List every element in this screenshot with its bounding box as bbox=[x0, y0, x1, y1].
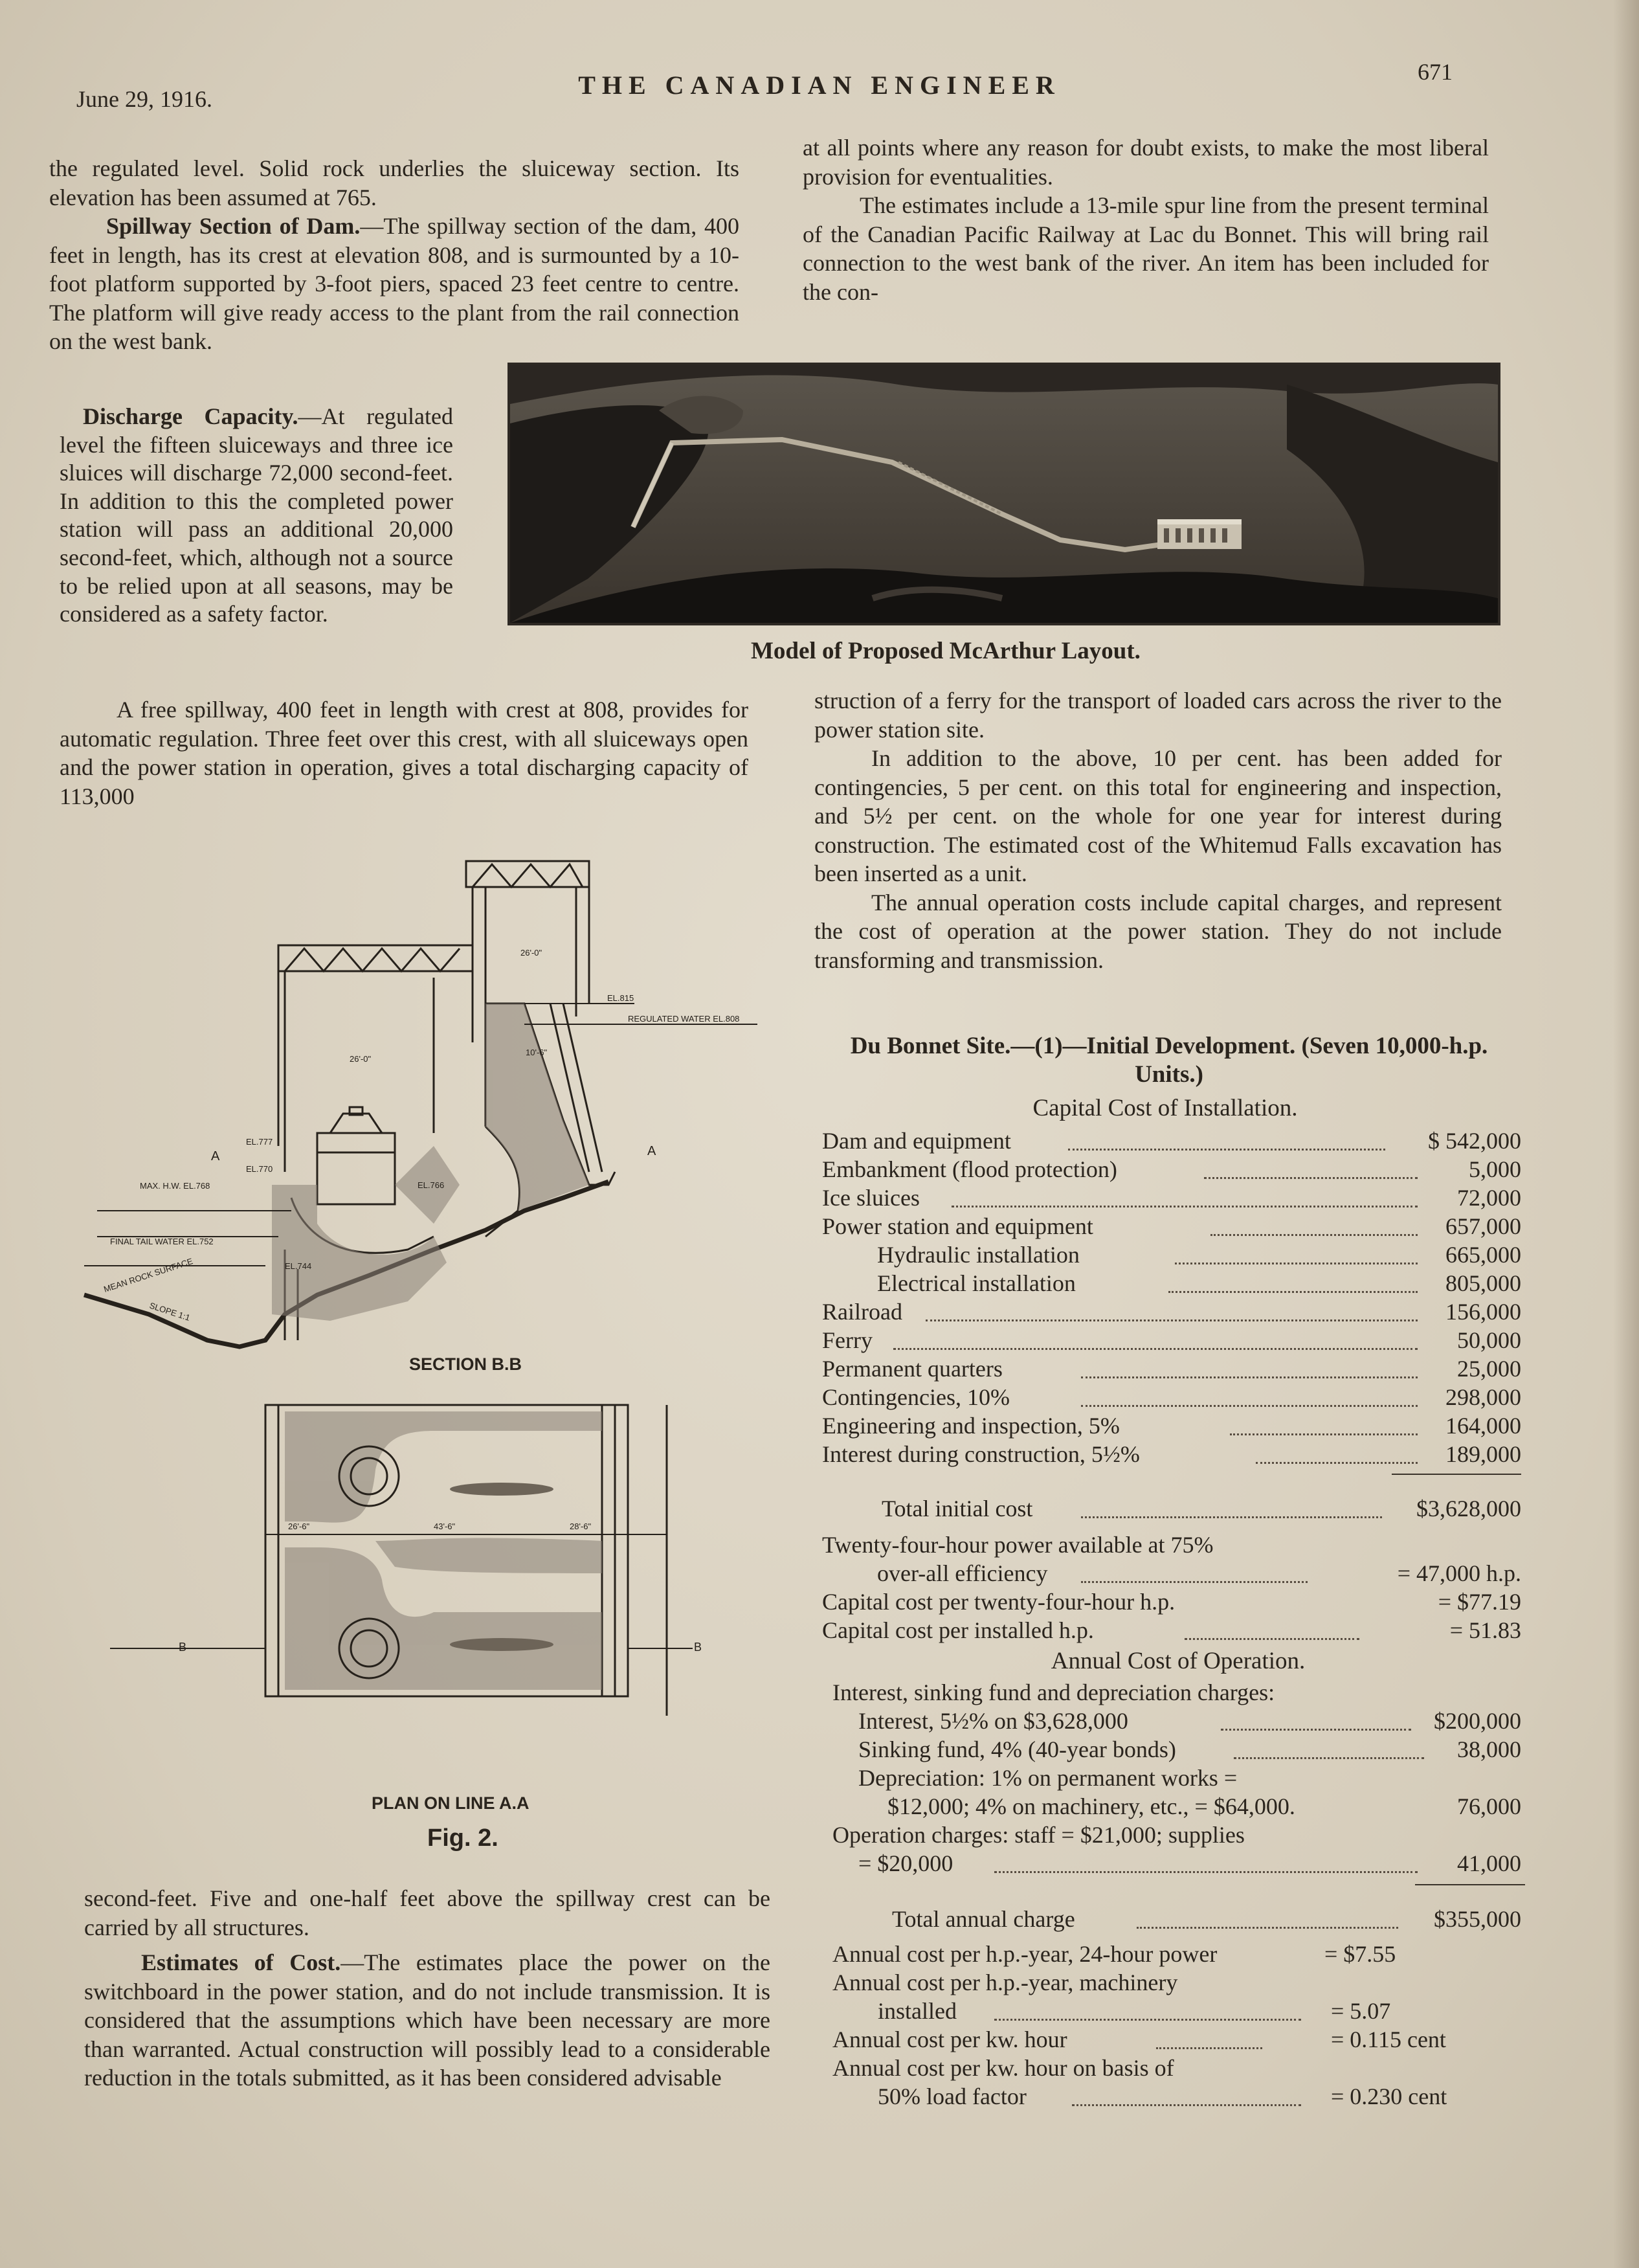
left-column-bottom bbox=[84, 1884, 770, 2093]
discharge-heading: Discharge Capacity. bbox=[83, 403, 298, 429]
capital-cost-subheading: Capital Cost of Installation. bbox=[1032, 1095, 1298, 1121]
total-initial-row bbox=[822, 1494, 1521, 1523]
leader-dots bbox=[1168, 1263, 1418, 1293]
paragraph-provision: at all points where any reason for doubt exists, to make the most liberal provision for eventualities. bbox=[803, 135, 1489, 190]
spillway-text: —The spillway section of the dam, 400 feet in length, has its crest at elevation 808, and is surmounted by a 10-foot platform supported by 3-foot piers, spaced 23 feet centre to centre. The platform will give ready access to the plant from the rail connection on the west bank. bbox=[49, 213, 740, 354]
ac-load-row-2 bbox=[832, 2082, 1521, 2111]
leader-dots bbox=[1210, 1206, 1418, 1236]
paragraph-ferry: struction of a ferry for the transport of loaded cars across the river to the power station site. bbox=[814, 688, 1502, 743]
power-label: Twenty-four-hour power available at 75% bbox=[822, 1532, 1214, 1558]
capinst-row bbox=[822, 1616, 1521, 1645]
cost-label: Engineering and inspection, 5% bbox=[822, 1413, 1120, 1439]
leader-dots bbox=[1234, 1729, 1424, 1759]
leader-dots bbox=[1068, 1120, 1385, 1151]
mark-b-right: B bbox=[694, 1641, 702, 1654]
ac-hp-label: Annual cost per h.p.-year, 24-hour power bbox=[832, 1941, 1218, 1967]
plan-aa-label: PLAN ON LINE A.A bbox=[372, 1793, 530, 1813]
total-initial-amount: $3,628,000 bbox=[1416, 1496, 1521, 1521]
interest-amount: $200,000 bbox=[1434, 1708, 1521, 1734]
operation-label-2: = $20,000 bbox=[858, 1850, 953, 1876]
mark-a-right: A bbox=[647, 1144, 656, 1158]
label-el770: EL.770 bbox=[246, 1164, 273, 1174]
dim-10-6: 10'-6" bbox=[526, 1048, 548, 1057]
cap24-row bbox=[822, 1588, 1521, 1616]
cost-amount: 665,000 bbox=[1445, 1242, 1521, 1268]
cost-amount: 805,000 bbox=[1445, 1270, 1521, 1296]
power-label-2: over-all efficiency bbox=[877, 1560, 1048, 1586]
depreciation-row bbox=[832, 1764, 1521, 1792]
depreciation-amount: 76,000 bbox=[1457, 1793, 1521, 1819]
leader-dots bbox=[1081, 1348, 1418, 1378]
paragraph-discharge bbox=[60, 403, 453, 629]
cost-label: Electrical installation bbox=[877, 1270, 1076, 1296]
cost-label: Railroad bbox=[822, 1299, 902, 1325]
cost-amount: 50,000 bbox=[1457, 1327, 1521, 1353]
discharge-text: —At regulated level the fifteen sluiceways and three ice sluices will discharge 72,000 second-feet. In addition to this the completed power station will pass an additional 20,000 second-feet, which, although not a source to be relied upon at all seasons, may be considered as a safety factor. bbox=[60, 403, 453, 627]
capinst-label: Capital cost per installed h.p. bbox=[822, 1617, 1094, 1643]
power-row-2 bbox=[822, 1559, 1521, 1588]
cost-amount: 25,000 bbox=[1457, 1356, 1521, 1382]
section-bb-label: SECTION B.B bbox=[409, 1354, 522, 1374]
cost-label: Dam and equipment bbox=[822, 1128, 1011, 1154]
ac-kw-value: = 0.115 cent bbox=[1331, 2027, 1446, 2052]
paragraph-second-feet: second-feet. Five and one-half feet above the spillway crest can be carried by all structures. bbox=[84, 1885, 770, 1940]
leader-dots bbox=[994, 1843, 1418, 1873]
charges-heading-row bbox=[832, 1678, 1521, 1707]
annual-cost-subheading: Annual Cost of Operation. bbox=[1051, 1648, 1306, 1674]
leader-dots bbox=[1156, 2019, 1262, 2049]
leader-dots bbox=[952, 1177, 1418, 1207]
power-value: = 47,000 h.p. bbox=[1397, 1560, 1521, 1586]
cost-amount: 156,000 bbox=[1445, 1299, 1521, 1325]
dim-28-6: 28'-6" bbox=[570, 1521, 592, 1531]
ac-hp-row bbox=[832, 1940, 1521, 1968]
paragraph-spillway bbox=[49, 212, 739, 356]
cost-label: Power station and equipment bbox=[822, 1213, 1093, 1239]
ac-load-label-1: Annual cost per kw. hour on basis of bbox=[832, 2055, 1174, 2081]
label-el815: EL.815 bbox=[607, 993, 634, 1003]
engineering-drawing bbox=[71, 848, 796, 1858]
leader-dots bbox=[1175, 1234, 1418, 1264]
leader-dots bbox=[1081, 1376, 1418, 1407]
leader-dots bbox=[1230, 1405, 1418, 1435]
dim-43-6: 43'-6" bbox=[434, 1521, 456, 1531]
paragraph-spur-line: The estimates include a 13-mile spur line from the present terminal of the Canadian Pacific Railway at Lac du Bonnet. This will bring rail connection to the west bank of the river. An item has been included for the con- bbox=[803, 192, 1489, 305]
estimates-heading: Estimates of Cost. bbox=[141, 1949, 341, 1975]
cost-amount: 72,000 bbox=[1457, 1185, 1521, 1211]
label-el744: EL.744 bbox=[285, 1261, 312, 1271]
annual-total-row bbox=[832, 1905, 1521, 1933]
dim-26-mid: 26'-0" bbox=[350, 1054, 372, 1064]
ac-mach-label-2: installed bbox=[878, 1998, 957, 2024]
cost-amount: 164,000 bbox=[1445, 1413, 1521, 1439]
cost-table-heading: Du Bonnet Site.—(1)—Initial Development. (Seven 10,000-h.p. Units.) bbox=[850, 1033, 1488, 1088]
depreciation-row-2 bbox=[832, 1792, 1521, 1821]
depreciation-label-1: Depreciation: 1% on permanent works = bbox=[858, 1765, 1238, 1791]
mark-a-left: A bbox=[211, 1149, 220, 1163]
dim-26-6: 26'-6" bbox=[288, 1521, 310, 1531]
mark-b-left: B bbox=[179, 1641, 187, 1654]
paragraph-free-spillway: A free spillway, 400 feet in length with crest at 808, provides for automatic regulation. Three feet over this crest, with all sluiceways open and the power station in operation, gives a total discharging capacity of 113,000 bbox=[60, 697, 748, 809]
cost-label: Hydraulic installation bbox=[877, 1242, 1080, 1268]
cost-amount: 298,000 bbox=[1445, 1384, 1521, 1410]
journal-title: THE CANADIAN ENGINEER bbox=[578, 71, 1061, 100]
annual-subtotal-rule bbox=[1415, 1884, 1525, 1885]
issue-date: June 29, 1916. bbox=[76, 86, 212, 112]
ac-load-value: = 0.230 cent bbox=[1331, 2083, 1447, 2109]
left-column-top bbox=[49, 154, 739, 356]
model-photo-image bbox=[510, 365, 1498, 623]
ac-hp-value: = $7.55 bbox=[1324, 1941, 1396, 1967]
page-number: 671 bbox=[1418, 59, 1453, 85]
dim-26-top: 26'-0" bbox=[520, 948, 542, 958]
ac-mach-label-1: Annual cost per h.p.-year, machinery bbox=[832, 1970, 1178, 1995]
depreciation-label-2: $12,000; 4% on machinery, etc., = $64,000. bbox=[887, 1793, 1295, 1819]
operation-label-1: Operation charges: staff = $21,000; supplies bbox=[832, 1822, 1245, 1848]
total-initial-label: Total initial cost bbox=[882, 1496, 1033, 1521]
label-el766: EL.766 bbox=[418, 1180, 445, 1190]
label-regulated-water: REGULATED WATER EL.808 bbox=[628, 1014, 740, 1024]
operation-amount: 41,000 bbox=[1457, 1850, 1521, 1876]
paragraph-estimates bbox=[84, 1948, 770, 2093]
leader-dots bbox=[1072, 2076, 1301, 2106]
leader-dots bbox=[1204, 1149, 1418, 1179]
label-slope: SLOPE 1:1 bbox=[148, 1300, 192, 1323]
sinking-amount: 38,000 bbox=[1457, 1736, 1521, 1762]
cost-label: Permanent quarters bbox=[822, 1356, 1003, 1382]
leader-dots bbox=[1256, 1433, 1418, 1464]
photo-caption: Model of Proposed McArthur Layout. bbox=[751, 638, 1141, 664]
interest-label: Interest, 5½% on $3,628,000 bbox=[858, 1708, 1128, 1734]
leader-dots bbox=[1137, 1898, 1398, 1929]
ac-load-label-2: 50% load factor bbox=[878, 2083, 1027, 2109]
model-photo bbox=[507, 363, 1500, 625]
annual-total-label: Total annual charge bbox=[892, 1906, 1075, 1932]
cost-label: Ice sluices bbox=[822, 1185, 920, 1211]
cap24-value: = $77.19 bbox=[1438, 1589, 1521, 1615]
cost-row bbox=[822, 1440, 1521, 1468]
leader-dots bbox=[926, 1291, 1418, 1321]
leader-dots bbox=[1081, 1488, 1382, 1518]
cost-label: Interest during construction, 5½% bbox=[822, 1441, 1140, 1467]
label-final-tail-water: FINAL TAIL WATER EL.752 bbox=[110, 1237, 214, 1246]
estimates-text: —The estimates place the power on the switchboard in the power station, and do not include transmission. It is considered that the assumptions which have been necessary are more than warranted. Actual construction will possibly lead to a considerable reduction in the totals submitted, as it has been considered advisable bbox=[84, 1949, 771, 2091]
label-el777: EL.777 bbox=[246, 1137, 273, 1147]
leader-dots bbox=[1221, 1700, 1411, 1731]
cost-amount: 5,000 bbox=[1469, 1156, 1521, 1182]
sinking-row bbox=[832, 1735, 1521, 1764]
discharge-block bbox=[60, 403, 453, 629]
operation-row-2 bbox=[832, 1849, 1521, 1878]
cap24-label: Capital cost per twenty-four-hour h.p. bbox=[822, 1589, 1176, 1615]
annual-total-amount: $355,000 bbox=[1434, 1906, 1521, 1932]
sinking-label: Sinking fund, 4% (40-year bonds) bbox=[858, 1736, 1176, 1762]
leader-dots bbox=[1081, 1553, 1308, 1583]
ac-mach-value: = 5.07 bbox=[1331, 1998, 1391, 2024]
cost-label: Embankment (flood protection) bbox=[822, 1156, 1117, 1182]
label-max-hw: MAX. H.W. EL.768 bbox=[140, 1181, 210, 1191]
capinst-value: = 51.83 bbox=[1449, 1617, 1521, 1643]
cost-amount: $ 542,000 bbox=[1428, 1128, 1521, 1154]
paragraph-operation-costs: The annual operation costs include capital charges, and represent the cost of operation at the power station. They do not include transforming and transmission. bbox=[814, 889, 1502, 973]
leader-dots bbox=[994, 1990, 1301, 2021]
cost-label: Contingencies, 10% bbox=[822, 1384, 1010, 1410]
ac-kw-row bbox=[832, 2025, 1521, 2054]
spillway-heading: Spillway Section of Dam. bbox=[106, 213, 361, 239]
subtotal-rule bbox=[1392, 1474, 1521, 1475]
plan-concrete bbox=[285, 1411, 602, 1690]
cost-amount: 657,000 bbox=[1445, 1213, 1521, 1239]
cost-amount: 189,000 bbox=[1445, 1441, 1521, 1467]
label-mean-rock: MEAN ROCK SURFACE bbox=[102, 1256, 194, 1294]
paragraph-regulated-level: the regulated level. Solid rock underlies the sluiceway section. Its elevation has been assumed at 765. bbox=[49, 155, 739, 210]
right-column-middle bbox=[814, 686, 1502, 974]
leader-dots bbox=[1185, 1610, 1359, 1640]
ac-kw-label: Annual cost per kw. hour bbox=[832, 2027, 1067, 2052]
paragraph-contingencies: In addition to the above, 10 per cent. has been added for contingencies, 5 per cent. on this total for engineering and inspection, and 5½ per cent. on the whole for one year for interest during construction. The estimated cost of the Whitemud Falls excavation has been inserted as a unit. bbox=[814, 745, 1502, 886]
figure-number: Fig. 2. bbox=[427, 1825, 498, 1852]
page-spine-shadow bbox=[1613, 0, 1639, 2268]
leader-dots bbox=[893, 1319, 1418, 1350]
charges-heading: Interest, sinking fund and depreciation charges: bbox=[832, 1679, 1275, 1705]
free-spillway-block bbox=[60, 695, 748, 811]
cost-label: Ferry bbox=[822, 1327, 873, 1353]
right-column-top bbox=[803, 133, 1489, 306]
